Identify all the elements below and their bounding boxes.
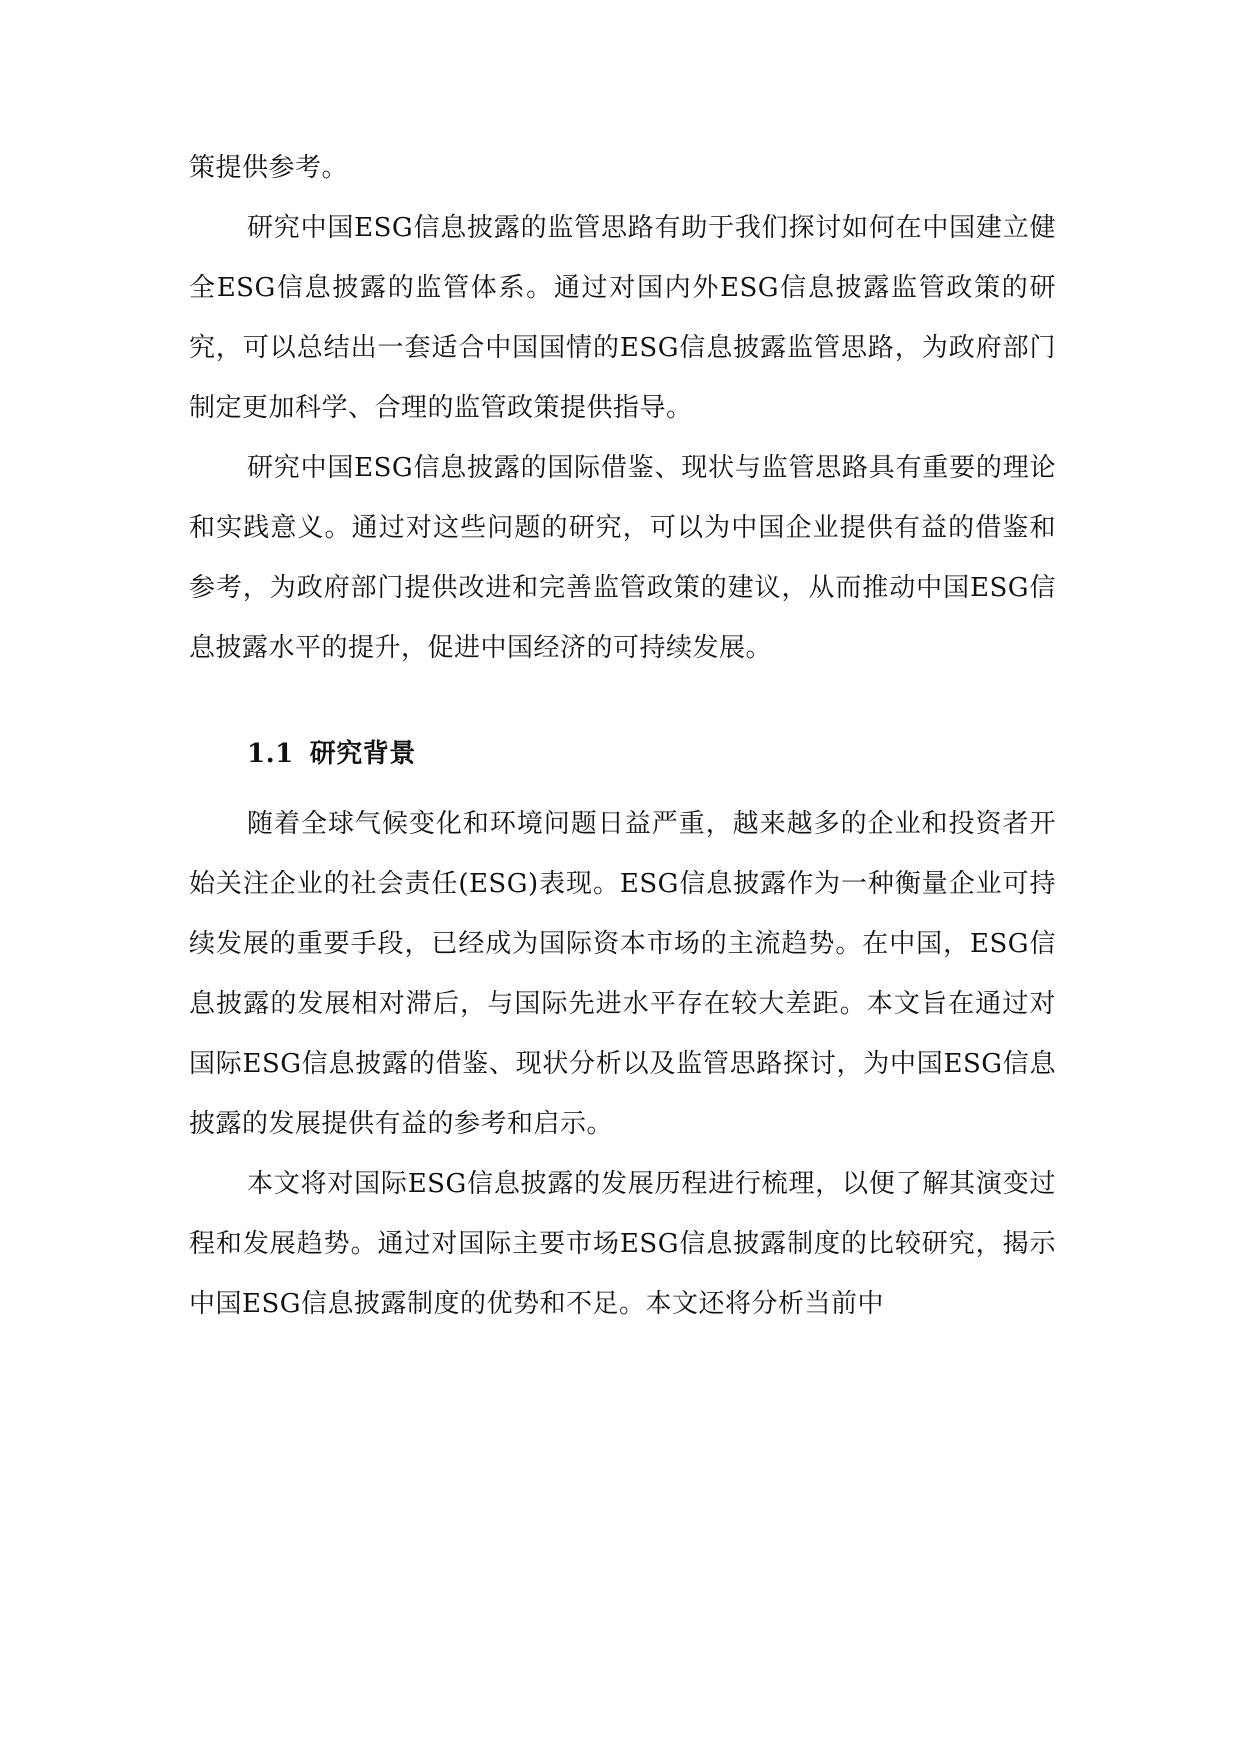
- paragraph-regulatory-approach: 研究中国ESG信息披露的监管思路有助于我们探讨如何在中国建立健全ESG信息披露的监管体系。通过对国内外ESG信息披露监管政策的研究，可以总结出一套适合中国国情的ESG信息披露监管思路，为政府部门制定更加科学、合理的监管政策提供指导。: [189, 213, 1056, 423]
- section-heading: [189, 726, 1056, 782]
- paragraph-significance: 研究中国ESG信息披露的国际借鉴、现状与监管思路具有重要的理论和实践意义。通过对这些问题的研究，可以为中国企业提供有益的借鉴和参考，为政府部门提供改进和完善监管政策的建议，从而推动中国ESG信息披露水平的提升，促进中国经济的可持续发展。: [189, 453, 1056, 663]
- paragraph-background: 随着全球气候变化和环境问题日益严重，越来越多的企业和投资者开始关注企业的社会责任(ESG)表现。ESG信息披露作为一种衡量企业可持续发展的重要手段，已经成为国际资本市场的主流趋势。在中国，ESG信息披露的发展相对滞后，与国际先进水平存在较大差距。本文旨在通过对国际ESG信息披露的借鉴、现状分析以及监管思路探讨，为中国ESG信息披露的发展提供有益的参考和启示。: [189, 809, 1056, 1139]
- paragraph-continuation: 策提供参考。: [189, 153, 349, 183]
- document-body: [189, 138, 1056, 1334]
- section-number: 1.1: [247, 739, 294, 769]
- paragraph-outline: 本文将对国际ESG信息披露的发展历程进行梳理，以便了解其演变过程和发展趋势。通过对国际主要市场ESG信息披露制度的比较研究，揭示中国ESG信息披露制度的优势和不足。本文还将分析当前中: [189, 1169, 1056, 1319]
- section-title: 研究背景: [309, 739, 416, 769]
